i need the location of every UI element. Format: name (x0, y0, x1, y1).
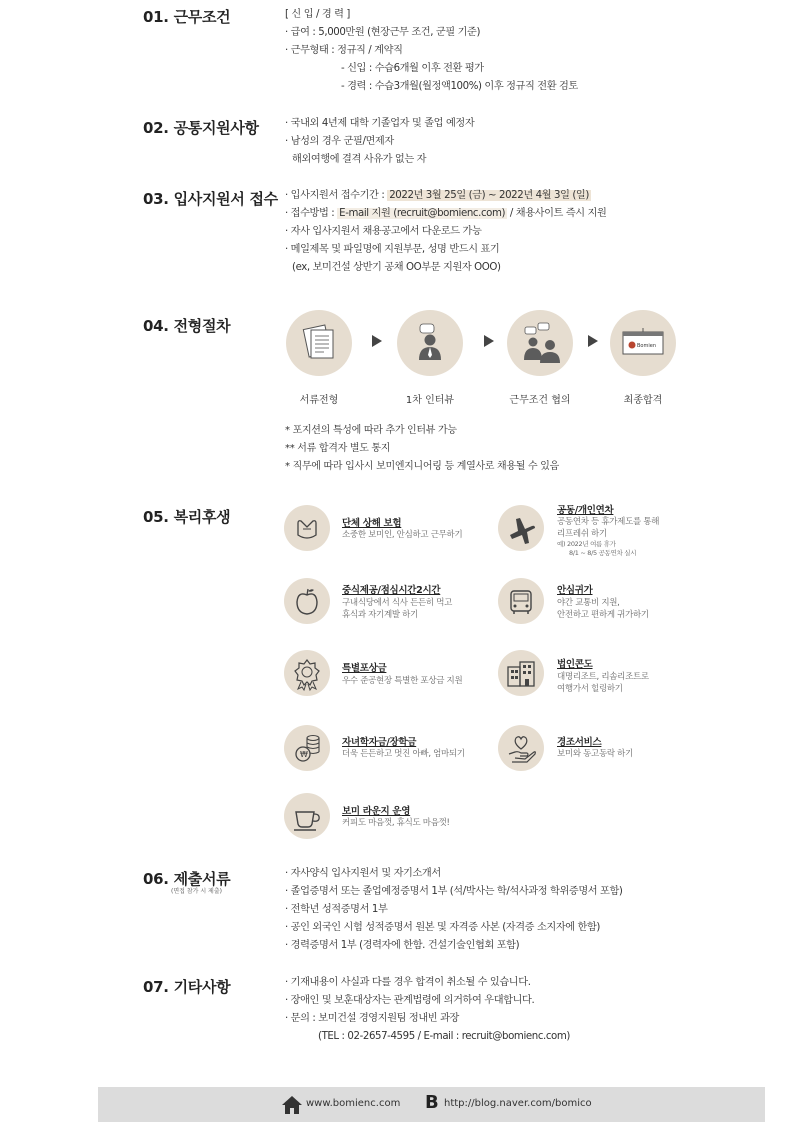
list-item (285, 205, 606, 223)
benefit-title: 법인콘도 (557, 659, 593, 670)
medal-icon (284, 650, 330, 696)
note-item: * 포지션의 특성에 따라 추가 인터뷰 가능 (285, 425, 457, 436)
handshake-icon (284, 505, 330, 551)
period-label: · 입사지원서 접수기간 : (285, 190, 388, 201)
email-application-link[interactable]: E-mail 지원 (recruit@bomienc.com) (339, 208, 506, 219)
benefit-title: 경조서비스 (557, 737, 602, 748)
list-item: (ex, 보미건설 상반기 공채 OO부문 지원자 OOO) (292, 262, 501, 273)
step-label: 최종합격 (623, 395, 663, 406)
blog-icon: B (425, 1092, 439, 1113)
step-interview-circle (397, 310, 463, 376)
method-label: · 접수방법 : (285, 208, 338, 219)
bomien-logo-text: Bomien (637, 343, 656, 349)
application-period: 2022년 3월 25일 (금) ~ 2022년 4월 3일 (일) (389, 190, 589, 201)
bus-icon (498, 578, 544, 624)
blog-link[interactable]: http://blog.naver.com/bomico (444, 1098, 592, 1109)
step-final-circle (610, 310, 676, 376)
list-item: · 졸업증명서 또는 졸업예정증명서 1부 (석/박사는 학/석사과정 학위증명서 포함) (285, 886, 623, 897)
step-label: 1차 인터뷰 (405, 395, 455, 406)
benefit-title: 보미 라운지 운영 (342, 806, 411, 817)
arrow-right-icon (588, 335, 598, 347)
method-suffix: / 채용사이트 즉시 지원 (507, 208, 607, 219)
benefit-desc: 보미와 동고동락 하기 (557, 749, 634, 759)
benefit-title: 자녀학자금/장학금 (342, 737, 417, 748)
list-item (285, 187, 606, 205)
benefit-title: 중식제공/점심시간2시간 (342, 585, 441, 596)
apple-icon (284, 578, 330, 624)
list-item: [ 신 입 / 경 력 ] (285, 9, 350, 20)
benefit-title: 안심귀가 (557, 585, 593, 596)
list-item: · 급여 : 5,000만원 (현장근무 조건, 군필 기준) (285, 27, 481, 38)
list-item: 해외여행에 결격 사유가 없는 자 (292, 154, 427, 165)
section-title-working-conditions: 01. 근무조건 (143, 8, 231, 26)
list-item: - 경력 : 수습3개월(월정액100%) 이후 정규직 전환 검토 (341, 81, 578, 92)
section-title-other: 07. 기타사항 (143, 978, 231, 996)
benefit-desc: 야간 교통비 지원, 안전하고 편하게 귀가하기 (557, 598, 649, 620)
building-icon (498, 650, 544, 696)
benefit-desc: 더욱 든든하고 멋진 아빠, 엄마되기 (342, 749, 465, 759)
list-item: · 메일제목 및 파일명에 지원부문, 성명 반드시 표기 (285, 244, 500, 255)
documents-list (285, 865, 623, 955)
interview-person-icon (397, 310, 463, 376)
home-icon (282, 1095, 302, 1115)
footer-bar (98, 1087, 765, 1122)
common-requirements-list (285, 115, 474, 169)
list-item: · 남성의 경우 군필/면제자 (285, 136, 394, 147)
coffee-icon (284, 793, 330, 839)
list-item: · 자사양식 입사지원서 및 자기소개서 (285, 868, 441, 879)
benefit-title: 특별포상금 (342, 663, 387, 674)
working-conditions-list (285, 6, 578, 96)
arrow-right-icon (484, 335, 494, 347)
section-title-documents: 06. 제출서류 (143, 870, 231, 888)
list-item: · 근무형태 : 정규직 / 계약직 (285, 45, 403, 56)
list-item: · 문의 : 보미건설 경영지원팀 정내빈 과장 (285, 1013, 459, 1024)
benefit-title: 공동/개인연차 (557, 505, 614, 516)
welcome-board-icon (610, 310, 676, 376)
application-list (285, 187, 606, 277)
note-item: * 직무에 따라 입사시 보미엔지니어링 등 계열사로 채용될 수 있음 (285, 461, 559, 472)
process-notes (285, 422, 559, 476)
list-item: · 장애인 및 보훈대상자는 관계법령에 의거하여 우대합니다. (285, 995, 535, 1006)
list-item: · 자사 입사지원서 채용공고에서 다운로드 가능 (285, 226, 482, 237)
list-item: · 공인 외국인 시험 성적증명서 원본 및 자격증 사본 (자격증 소지자에 한함) (285, 922, 600, 933)
benefit-desc: 커피도 마음껏, 휴식도 마음껏! (342, 818, 450, 828)
arrow-right-icon (372, 335, 382, 347)
step-document-circle (286, 310, 352, 376)
section-title-common-requirements: 02. 공통지원사항 (143, 119, 259, 137)
other-list (285, 974, 570, 1046)
section-title-application: 03. 입사지원서 접수 (143, 190, 278, 208)
list-item: · 전학년 성적증명서 1부 (285, 904, 388, 915)
coins-icon (284, 725, 330, 771)
step-label: 서류전형 (299, 395, 339, 406)
documents-subtitle: (면접 참가 시 제출) (171, 888, 222, 895)
svg-text:₩: ₩ (300, 750, 308, 759)
benefit-desc: 우수 준공현장 특별한 포상금 지원 (342, 676, 463, 686)
benefit-desc: 구내식당에서 식사 든든히 먹고 휴식과 자기계발 하기 (342, 598, 453, 620)
list-item: - 신입 : 수습6개월 이후 전환 평가 (341, 63, 484, 74)
list-item: · 기재내용이 사실과 다를 경우 합격이 취소될 수 있습니다. (285, 977, 531, 988)
section-title-benefits: 05. 복리후생 (143, 508, 231, 526)
contact-line: (TEL : 02-2657-4595 / E-mail : recruit@bomienc.com) (318, 1031, 570, 1042)
step-negotiation-circle (507, 310, 573, 376)
benefit-title: 단체 상해 보험 (342, 518, 402, 529)
section-title-process: 04. 전형절차 (143, 317, 231, 335)
airplane-icon (498, 505, 544, 551)
note-item: ** 서류 합격자 별도 통지 (285, 443, 391, 454)
benefit-desc: 대명리조트, 리솜리조트로 여행가서 힐링하기 (557, 672, 649, 694)
benefit-desc: 소중한 보미인, 안심하고 근무하기 (342, 530, 463, 540)
negotiation-people-icon (507, 310, 573, 376)
step-label: 근무조건 협의 (509, 395, 571, 406)
benefit-desc: 공동연차 등 휴가제도를 통해 리프레쉬 하기 예) 2022년 여름 휴가 8/1 ~ 8/5 공동연차 실시 (557, 517, 660, 557)
document-icon (286, 310, 352, 376)
list-item: · 경력증명서 1부 (경력자에 한함. 건설기술인협회 포함) (285, 940, 520, 951)
heart-hand-icon (498, 725, 544, 771)
website-link[interactable]: www.bomienc.com (306, 1098, 401, 1109)
list-item: · 국내외 4년제 대학 기졸업자 및 졸업 예정자 (285, 118, 475, 129)
